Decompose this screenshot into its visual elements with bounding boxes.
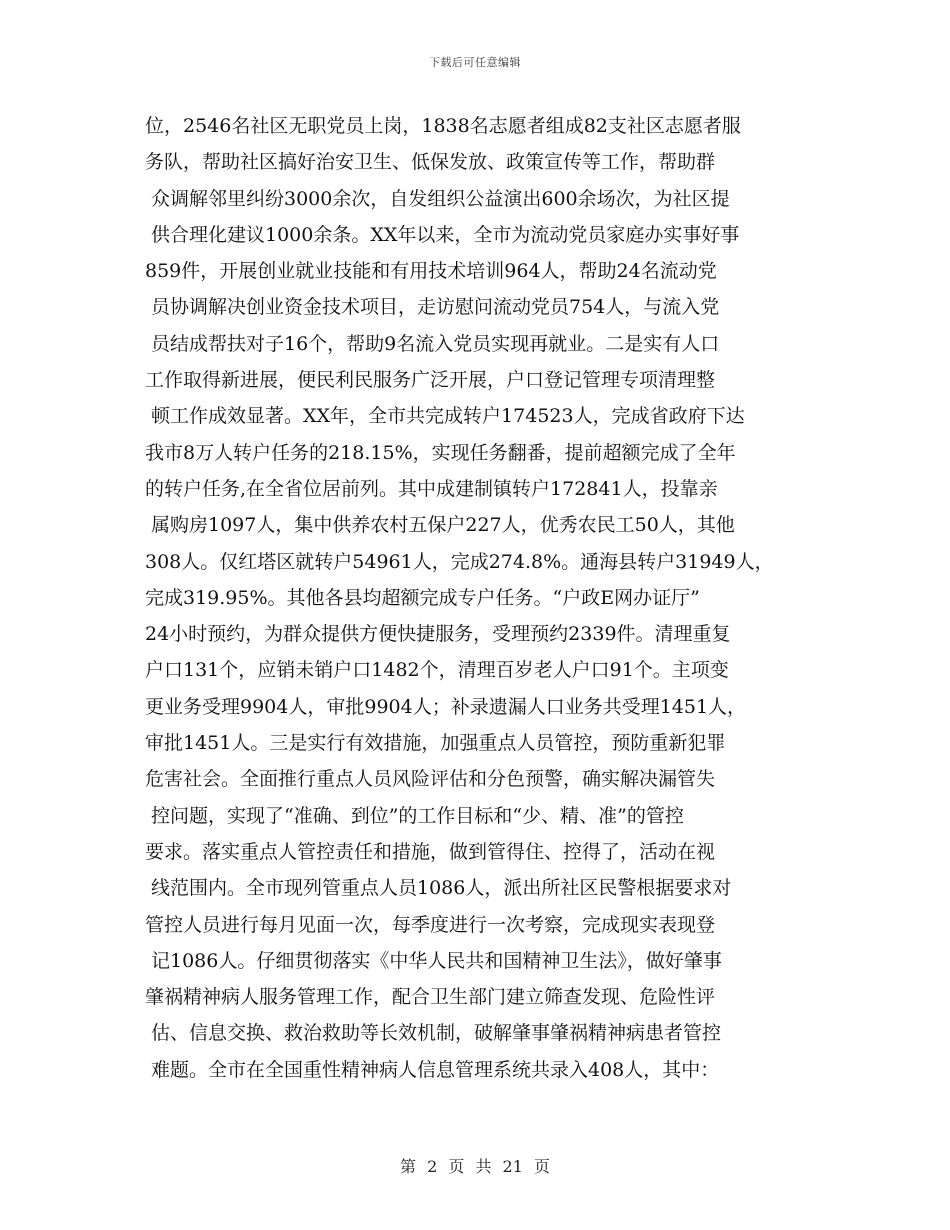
text-line: 859件，开展创业就业技能和有用技术培训964人，帮助24名流动党 [145,260,717,283]
text-line: 员结成帮扶对子16个，帮助9名流入党员实现再就业。二是实有人口 [151,332,720,355]
text-line: 控问题，实现了“准确、到位”的工作目标和“少、精、准”的管控 [151,804,684,827]
page-number-footer: 第 2 页 共 21 页 [400,1157,550,1176]
text-line: 308人。仅红塔区就转户54961人，完成274.8%。通海县转户31949人， [145,550,774,573]
text-line: 工作取得新进展，便民利民服务广泛开展，户口登记管理专项清理整 [145,369,716,392]
text-line: 的转户任务,在全省位居前列。其中成建制镇转户172841人，投靠亲 [145,477,718,500]
page-header: 下载后可任意编辑 [429,56,521,69]
text-line: 要求。落实重点人管控责任和措施，做到管得住、控得了，活动在视 [145,840,716,863]
text-line: 记1086人。仔细贯彻落实《中华人民共和国精神卫生法》，做好肇事 [151,949,722,972]
text-line: 更业务受理9904人，审批9904人；补录遗漏人口业务共受理1451人， [145,695,747,718]
text-line: 位，2546名社区无职党员上岗，1838名志愿者组成82支社区志愿者服 [145,115,741,137]
text-line: 务队，帮助社区搞好治安卫生、低保发放、政策宣传等工作，帮助群 [145,151,716,174]
text-line: 户口131个，应销未销户口1482个，清理百岁老人户口91个。主项变 [145,659,729,682]
text-line: 线范围内。全市现列管重点人员1086人，派出所社区民警根据要求对 [151,877,732,900]
text-line: 肇祸精神病人服务管理工作，配合卫生部门建立筛查发现、危险性评 [145,986,716,1009]
text-line: 众调解邻里纠纷3000余次，自发组织公益演出600余场次，为社区提 [151,187,730,210]
text-line: 难题。全市在全国重性精神病人信息管理系统共录入408人，其中： [151,1058,720,1081]
text-line: 完成319.95%。其他各县均超额完成专户任务。“户政E网办证厅” [145,586,700,609]
text-line: 员协调解决创业资金技术项目，走访慰问流动党员754人，与流入党 [151,296,720,319]
text-line: 供合理化建议1000余条。XX年以来，全市为流动党员家庭办实事好事 [151,223,740,246]
text-line: 顿工作成效显著。XX年，全市共完成转户174523人，完成省政府下达 [151,405,745,428]
text-line: 审批1451人。三是实行有效措施，加强重点人员管控，预防重新犯罪 [145,732,726,755]
document-body [145,108,825,1088]
text-line: 估、信息交换、救治救助等长效机制，破解肇事肇祸精神病患者管控 [151,1022,722,1045]
text-line: 24小时预约，为群众提供方便快捷服务，受理预约2339件。清理重复 [145,623,731,646]
text-line: 管控人员进行每月见面一次，每季度进行一次考察，完成现实表现登 [145,913,716,936]
text-line: 我市8万人转户任务的218.15%，实现任务翻番，提前超额完成了全年 [145,441,736,464]
text-line: 属购房1097人，集中供养农村五保户227人，优秀农民工50人，其他 [151,514,735,537]
text-line: 危害社会。全面推行重点人员风险评估和分色预警，确实解决漏管失 [145,768,716,791]
